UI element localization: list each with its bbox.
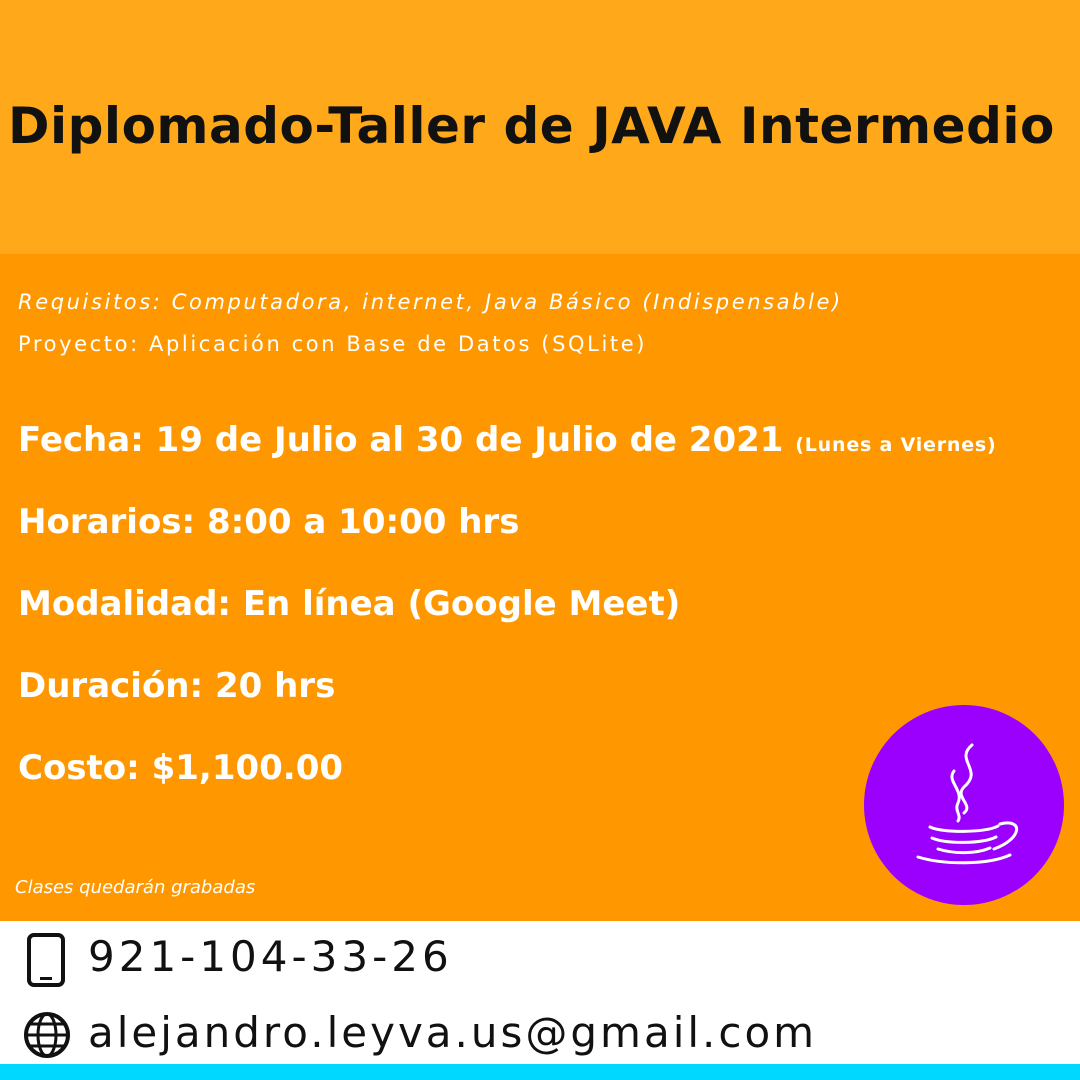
date-line [18,420,997,460]
phone-icon [26,933,66,987]
duration-line: Duración: 20 hrs [18,666,336,706]
requirements-text: Requisitos: Computadora, internet, Java Básico (Indispensable) [18,290,843,314]
bottom-bar [0,1064,1080,1080]
globe-icon [22,1010,72,1060]
date-text: Fecha: 19 de Julio al 30 de Julio de 2021 [18,420,784,460]
date-note: (Lunes a Viernes) [795,434,997,456]
mode-line: Modalidad: En línea (Google Meet) [18,584,681,624]
project-text: Proyecto: Aplicación con Base de Datos (SQLite) [18,332,648,356]
page-title: Diplomado-Taller de JAVA Intermedio [8,97,1055,155]
recorded-note: Clases quedarán grabadas [15,877,256,898]
schedule-line: Horarios: 8:00 a 10:00 hrs [18,502,520,542]
cost-line: Costo: $1,100.00 [18,748,344,788]
java-logo-icon [864,705,1064,905]
email-address: alejandro.leyva.us@gmail.com [88,1008,818,1057]
phone-number: 921-104-33-26 [88,932,453,981]
